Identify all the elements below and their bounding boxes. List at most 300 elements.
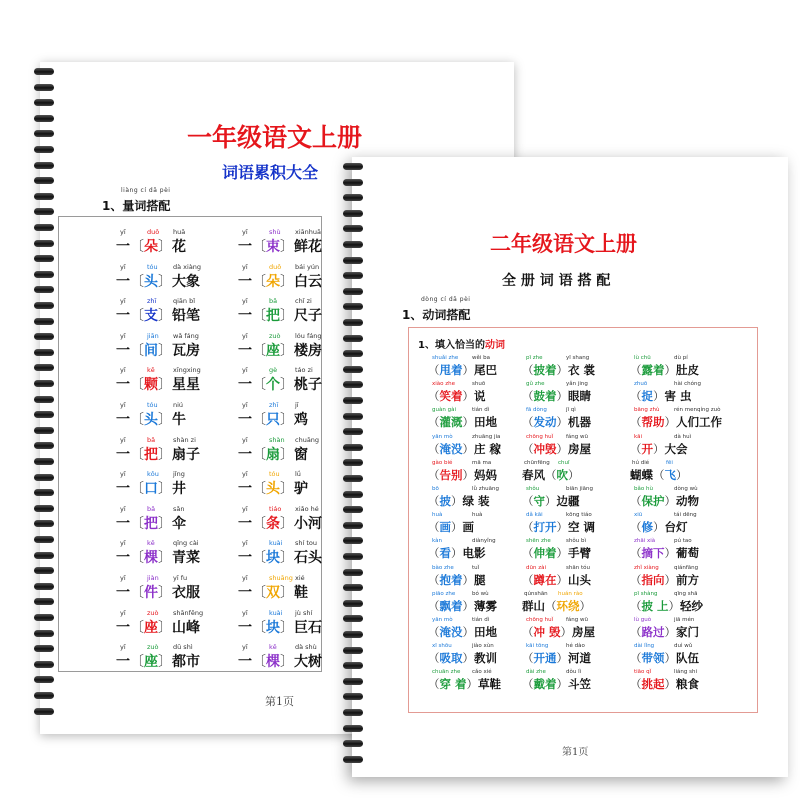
word-line [116,651,200,671]
spiral-coil [34,520,54,527]
pinyin-noun: lǜ zhuāng [472,486,499,492]
pinyin-verb: pī shàng [634,590,658,597]
spiral-coil [343,491,363,498]
verb-text: 打开 [533,520,557,535]
bracket-open: 〔 [130,619,144,636]
pinyin-verb: chōng huǐ [526,617,554,623]
pinyin-noun: shānfēng [173,608,204,617]
spiral-coil [34,271,54,278]
pinyin-measure: shàn [269,435,285,444]
pinyin-noun: jī qì [566,407,576,414]
noun-text: 机器 [568,415,591,430]
noun-text: 房屋 [572,625,596,639]
word-line [238,651,322,671]
verb-text: 摘下 [641,546,665,561]
section-pinyin: liàng cí dā pèi [121,187,171,194]
spiral-coil [34,146,54,153]
word-line [116,547,200,567]
pinyin-prefix: yī [120,608,126,617]
word-line [522,519,595,535]
verb-text: 披 [439,494,451,508]
pinyin-noun: tián dì [472,617,490,623]
pinyin-noun: jù shí [295,608,313,617]
verb-text: 披 上 [641,598,669,613]
pinyin-measure: duǒ [147,228,160,236]
pinyin-noun: kōng tiáo [566,512,592,519]
noun-text: 白云 [294,273,322,290]
word-line [238,305,322,325]
pinyin-verb: kāi tōng [526,643,549,650]
spiral-coil [34,645,54,652]
spiral-coil [343,444,363,451]
word-line [522,441,591,457]
verb-text: 开 [641,441,653,456]
spiral-coil [34,396,54,403]
pinyin-prefix: yī [242,470,248,479]
pinyin-noun: liáng shi [674,669,698,676]
prefix-char: 一 [116,515,130,532]
noun-text: 房屋 [568,441,591,456]
bracket-close: 〕 [280,342,294,359]
spiral-coil [34,692,54,699]
pinyin-verb: zhǐ xiàng [634,564,659,571]
pinyin-noun: fáng wū [566,433,589,440]
pinyin-verb: dǎ kāi [526,512,543,519]
prefix-char: 一 [116,273,130,290]
word-line [428,414,497,430]
bracket-close: ） [556,363,568,377]
noun-text: 山峰 [172,619,200,636]
spiral-coil [34,708,54,715]
pinyin-noun: biān jiāng [566,486,594,492]
bracket-close: ） [653,520,665,535]
bracket-open: 〔 [130,654,144,671]
bracket-open: （ [630,363,642,377]
bracket-close: ） [653,441,665,456]
noun-text: 田地 [474,415,497,430]
pinyin-noun: lǘ [295,470,301,479]
word-line [238,374,322,394]
bracket-open: 〔 [252,515,266,532]
word-line [522,624,595,640]
spiral-binding-right [343,163,363,773]
noun-text: 斗笠 [568,677,591,692]
noun-text: 尾巴 [474,363,497,377]
bracket-close: ） [451,546,463,561]
bracket-close: ） [556,389,568,404]
spiral-coil [343,475,363,482]
spiral-coil [34,302,54,309]
pinyin-verb: xiū [634,512,643,519]
verb-text: 修 [641,520,653,535]
prefix-char: 一 [238,342,252,359]
pinyin-prefix: yī [242,262,248,271]
section-number: 1、 [102,199,123,213]
noun-text: 衣服 [172,585,200,601]
verb-instruction [418,336,505,351]
spiral-coil [34,380,54,387]
pinyin-noun: dà shù [295,643,317,652]
bracket-close: ） [560,625,573,639]
spiral-coil [34,598,54,605]
bracket-close: 〕 [280,412,294,428]
bracket-close: ） [545,494,557,508]
noun-text: 牛 [172,412,186,428]
pinyin-measure: kē [269,643,277,652]
spiral-coil [343,413,363,420]
word-line [428,624,497,640]
book1-section-heading [102,187,171,214]
prefix-char: 一 [116,446,130,463]
word-line [522,650,591,666]
bracket-close: 〕 [158,412,172,428]
spiral-coil [34,84,54,91]
bracket-close: ） [664,625,676,639]
bracket-close: ） [568,467,580,482]
word-line [428,467,497,483]
pinyin-noun: huà [472,512,483,519]
noun-text: 家门 [676,625,699,639]
noun-text: 鞋 [294,585,308,601]
pinyin-measure: shù [269,228,281,236]
prefix-char: 一 [238,446,252,463]
prefix-char: 一 [116,619,130,636]
pinyin-prefix: yī [242,228,248,236]
noun-text: 动物 [676,494,699,508]
measure-char: 头 [144,412,158,428]
noun-text: 大会 [664,441,688,456]
pinyin-noun: pú tao [674,538,692,545]
spiral-coil [343,288,363,295]
pinyin-noun: qīng shā [674,590,698,597]
noun-text: 铅笔 [172,308,200,325]
pinyin-verb: dài zhe [526,669,546,676]
bracket-open: （ [630,441,642,456]
bracket-open: 〔 [130,273,144,290]
pinyin-noun: qīng cài [173,539,199,548]
pinyin-measure: shuāng [269,574,293,582]
pinyin-prefix: yī [120,331,126,340]
spiral-coil [34,583,54,590]
spiral-coil [343,647,363,654]
pinyin-noun: fáng wū [566,617,589,623]
verb-text: 保护 [641,494,665,508]
spiral-coil [343,709,363,716]
bracket-open: 〔 [130,585,144,601]
word-line [630,362,699,378]
pinyin-verb: tiāo qǐ [634,669,652,676]
pinyin-noun: zhuāng jia [472,433,501,440]
bracket-close: 〕 [280,239,294,255]
pinyin-verb: kàn [432,538,442,545]
word-line [238,236,322,256]
bracket-close: ） [451,494,463,508]
pinyin-noun: chuāng [295,435,320,444]
word-line [116,582,200,602]
spiral-coil [34,427,54,434]
word-line [522,493,580,509]
measure-char: 朵 [266,273,280,290]
spiral-coil [343,210,363,217]
bracket-close: ） [676,467,688,482]
bracket-open: 〔 [252,481,266,498]
bracket-open: 〔 [130,342,144,359]
pinyin-verb: fā dòng [526,407,547,414]
pinyin-prefix: yī [242,366,248,375]
spiral-coil [343,693,363,700]
spiral-coil [34,208,54,215]
spiral-coil [34,240,54,247]
book2-section-heading [402,296,471,323]
spiral-coil [34,630,54,637]
noun-text: 手臂 [568,546,591,561]
spiral-coil [34,162,54,169]
noun-text: 葡萄 [676,546,699,561]
spiral-coil [343,600,363,607]
word-line [428,676,501,692]
noun-text: 巨石 [294,619,322,636]
pinyin-noun: xiānhuā [295,228,321,236]
bracket-open: （ [428,625,440,639]
spiral-coil [34,130,54,137]
measure-char: 朵 [144,239,158,255]
noun-text: 都市 [172,654,200,671]
bracket-open: （ [630,415,642,430]
pinyin-measure: bǎ [147,435,156,444]
spiral-coil [34,474,54,481]
pinyin-measure: jiàn [147,574,159,582]
bracket-open: 〔 [130,239,144,255]
spiral-coil [34,286,54,293]
pinyin-noun: xié [295,574,305,582]
pinyin-verb: yān mò [432,433,453,440]
pinyin-measure: kē [147,539,155,548]
pinyin-noun: jiā mén [674,617,695,623]
noun-text: 鲜花 [294,239,322,255]
pinyin-noun: chǐ zi [295,297,312,306]
bracket-close: ） [664,363,676,377]
noun-text: 窗 [294,446,308,463]
pinyin-verb: gǔ zhe [526,381,545,388]
word-line [238,617,322,637]
spiral-coil [343,584,363,591]
noun-text: 庄 稼 [474,441,502,456]
bracket-open: （ [522,651,534,666]
spiral-coil [34,318,54,325]
pinyin-verb: huán rào [558,590,583,597]
pinyin-prefix: yī [120,435,126,444]
prefix-char: 一 [116,412,130,428]
pinyin-noun: qiánfāng [674,564,699,571]
pinyin-verb: huà [432,512,443,519]
verb-text: 抱着 [439,572,463,587]
bracket-close: 〕 [280,481,294,498]
bracket-close: ） [556,677,568,692]
measure-char: 口 [144,481,158,498]
pinyin-verb: fēi [666,459,673,466]
noun-text: 粮食 [676,677,699,692]
bracket-open: 〔 [130,446,144,463]
pinyin-noun: shàn zi [173,435,196,444]
spiral-coil [343,725,363,732]
bracket-open: 〔 [130,481,144,498]
measure-char: 座 [266,342,280,359]
spiral-coil [343,662,363,669]
spiral-coil [34,333,54,340]
noun-text: 衣 裳 [568,363,596,377]
bracket-close: ） [462,441,474,456]
bracket-open: （ [522,363,534,377]
bracket-close: 〕 [280,273,294,290]
pinyin-noun: jiào xùn [472,643,494,650]
word-line [116,444,200,464]
pinyin-verb: lù guò [634,617,652,623]
word-line [238,478,308,498]
pinyin-prefix: yī [242,643,248,652]
noun-text: 说 [474,389,486,404]
bracket-open: （ [630,546,642,561]
pinyin-verb: gào bié [432,459,453,466]
spiral-coil [343,194,363,201]
bracket-open: 〔 [252,446,266,463]
bracket-open: （ [522,389,534,404]
spiral-coil [343,740,363,747]
bracket-close: ） [664,651,676,666]
noun-text: 眼睛 [568,389,591,404]
bracket-close: ） [466,677,479,692]
bracket-open: 〔 [252,654,266,671]
noun-text: 大象 [172,273,200,290]
spiral-coil [34,458,54,465]
measure-char: 颗 [144,377,158,394]
verb-text: 指向 [641,572,665,587]
spiral-coil [343,428,363,435]
bracket-close: 〕 [158,481,172,498]
section-label: 动词搭配 [422,308,471,322]
pinyin-prefix: yī [120,574,126,582]
verb-text: 吹 [556,467,568,482]
verb-text: 鼓着 [533,389,557,404]
verb-text: 帮助 [641,415,665,430]
pinyin-measure: zuò [147,643,159,652]
spiral-coil [343,179,363,186]
word-line [428,572,486,588]
pinyin-noun: shǒu bì [566,538,586,545]
prefix-char: 一 [238,412,252,428]
spiral-coil [34,536,54,543]
pinyin-verb: kāi [634,433,643,440]
pinyin-verb: yān mò [432,617,453,623]
bracket-open: 〔 [252,342,266,359]
pinyin-verb: zhuō [634,381,648,388]
noun-text: 队伍 [676,651,699,666]
pinyin-measure: tóu [147,262,158,271]
spiral-coil [343,522,363,529]
pinyin-noun: dǒu lì [566,669,582,676]
pinyin-noun: cǎo xié [472,669,492,676]
bracket-close: ） [462,625,474,639]
pinyin-measure: duǒ [269,262,282,271]
bracket-open: （ [428,363,440,377]
pinyin-prefix: yī [242,504,248,513]
pinyin-noun: mā ma [472,459,492,466]
spiral-coil [343,350,363,357]
bracket-open: （ [522,546,534,561]
bracket-close: 〕 [158,585,172,601]
prefix-char: 一 [238,515,252,532]
pinyin-measure: jiān [147,331,159,340]
word-line [630,388,692,404]
verb-text: 飘着 [439,598,463,613]
bracket-open: （ [630,651,642,666]
section-number: 1、 [402,308,423,322]
noun-text: 尺子 [294,308,322,325]
spiral-coil [34,364,54,371]
prefix-char: 一 [238,239,252,255]
pinyin-verb: dūn zài [526,564,546,571]
measure-char: 块 [266,550,280,567]
spiral-coil [343,459,363,466]
bracket-open: （ [428,677,440,692]
pinyin-noun: qúnshān [524,590,548,597]
verb-text: 看 [439,546,451,561]
noun-text: 边疆 [556,494,580,508]
bracket-close: 〕 [280,308,294,325]
prefix-char: 一 [116,377,130,394]
word-line [428,362,497,378]
measure-char: 把 [144,515,158,532]
pinyin-prefix: yī [242,331,248,340]
pinyin-noun: qiān bǐ [173,297,196,306]
noun-text: 鸡 [294,412,308,428]
prefix-char: 一 [116,654,130,671]
spiral-coil [34,99,54,106]
measure-char: 头 [266,481,280,498]
pinyin-measure: zuò [269,331,281,340]
bracket-open: （ [428,389,440,404]
spiral-coil [343,225,363,232]
bracket-close: ） [556,651,568,666]
pinyin-prefix: yī [120,470,126,479]
bracket-open: （ [630,598,642,613]
bracket-open: （ [522,441,534,456]
bracket-close: ） [664,677,676,692]
noun-text: 桃子 [294,377,322,394]
bracket-close: ） [451,520,463,535]
pinyin-noun: dà huì [674,433,692,440]
bracket-close: 〕 [158,515,172,532]
noun-text: 教训 [474,651,497,666]
bracket-open: 〔 [252,412,266,428]
spiral-coil [34,115,54,122]
bracket-close: ） [668,598,681,613]
verb-text: 淹没 [439,625,463,639]
noun-text: 蝴蝶 [630,467,653,482]
bracket-close: ） [556,572,568,587]
bracket-close: ） [556,441,568,456]
bracket-close: 〕 [158,619,172,636]
noun-text: 电影 [462,546,486,561]
noun-text: 瓦房 [172,342,200,359]
prefix-char: 一 [116,585,130,601]
word-line [116,236,186,256]
pinyin-measure: kǒu [147,470,159,479]
pinyin-verb: dài lǐng [634,643,655,650]
word-line [630,598,703,614]
verb-text: 淹没 [439,441,463,456]
verb-text: 吸取 [439,651,463,666]
measure-char: 棵 [266,654,280,671]
